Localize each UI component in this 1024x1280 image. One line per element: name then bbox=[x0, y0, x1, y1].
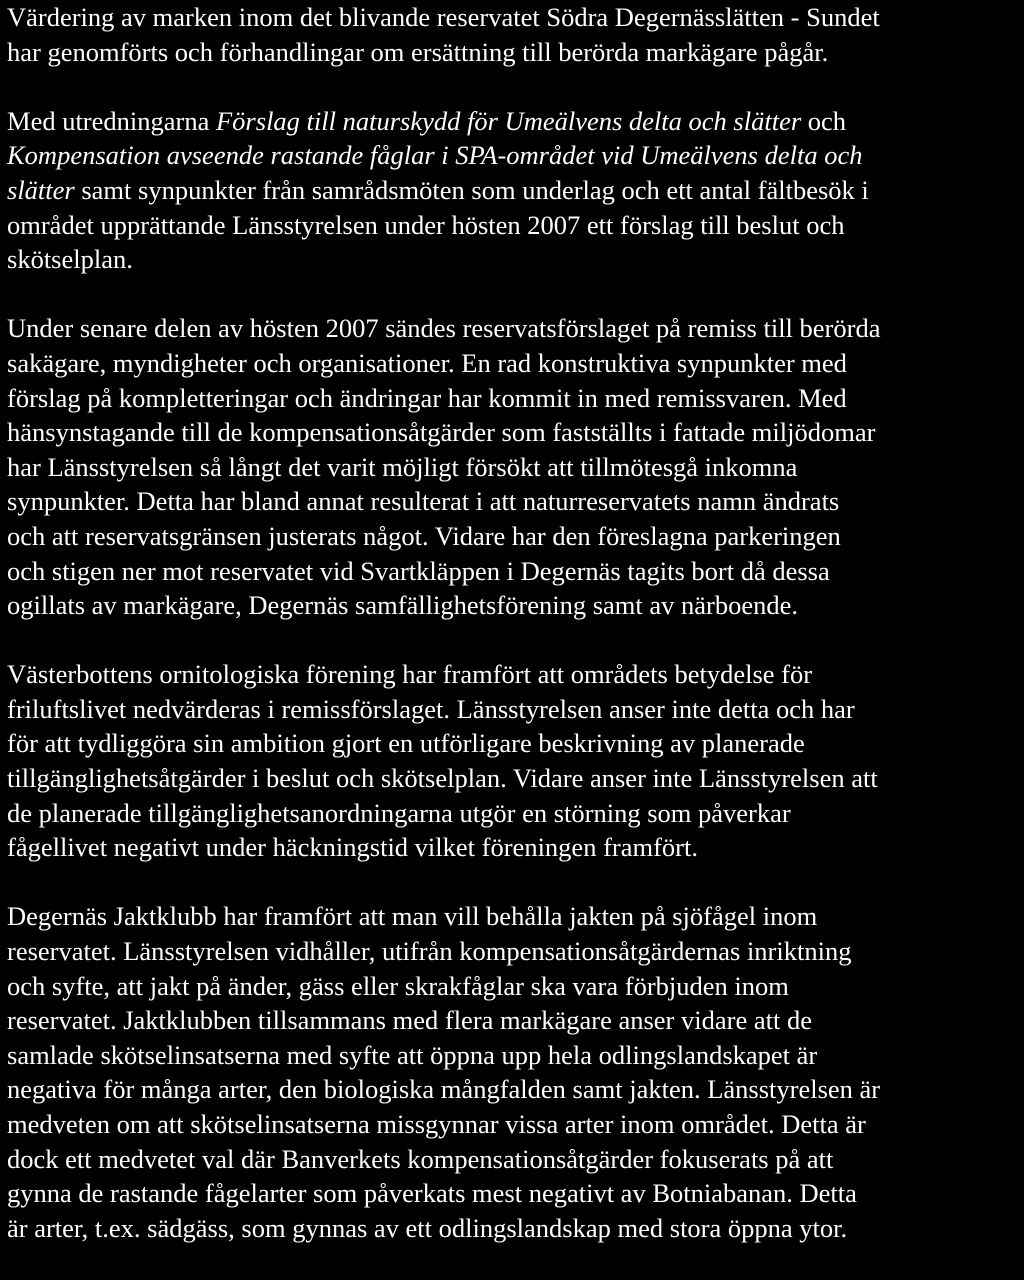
text-line: gynna de rastande fågelarter som påverkats mest negativt av Botniabanan. Detta bbox=[7, 1178, 857, 1209]
text-line: skötselplan. bbox=[7, 244, 133, 275]
report-title-italic: Förslag till naturskydd för Umeälvens delta och slätter bbox=[216, 105, 802, 136]
text-run: samt synpunkter från samrådsmöten som underlag och ett antal fältbesök i bbox=[74, 174, 869, 205]
text-line: området upprättande Länsstyrelsen under hösten 2007 ett förslag till beslut och bbox=[7, 209, 845, 240]
text-line: friluftslivet nedvärderas i remissförslaget. Länsstyrelsen anser inte detta och har bbox=[7, 693, 855, 724]
paragraph-ornithological-society bbox=[7, 657, 1024, 865]
text-line: dock ett medvetet val där Banverkets kompensationsåtgärder fokuserats på att bbox=[7, 1143, 834, 1174]
text-line: sakägare, myndigheter och organisationer. En rad konstruktiva synpunkter med bbox=[7, 347, 847, 378]
report-title-italic: slätter bbox=[7, 174, 75, 205]
text-line: och att reservatsgränsen justerats något. Vidare har den föreslagna parkeringen bbox=[7, 520, 841, 551]
text-line: synpunkter. Detta har bland annat resulterat i att naturreservatets namn ändrats bbox=[7, 486, 840, 517]
paragraph-valuation bbox=[7, 0, 1024, 69]
text-line: negativa för många arter, den biologiska mångfalden samt jakten. Länsstyrelsen är bbox=[7, 1074, 881, 1105]
text-line: tillgänglighetsåtgärder i beslut och skötselplan. Vidare anser inte Länsstyrelsen att bbox=[7, 763, 878, 794]
report-title-italic: Kompensation avseende rastande fåglar i SPA-området vid Umeälvens delta och bbox=[7, 140, 863, 171]
text-line: ogillats av markägare, Degernäs samfällighetsförening samt av närboende. bbox=[7, 590, 799, 621]
document-page bbox=[7, 0, 1024, 1280]
text-run: och bbox=[801, 105, 847, 136]
text-line: och syfte, att jakt på änder, gäss eller skrakfåglar ska vara förbjuden inom bbox=[7, 970, 789, 1001]
text-line: reservatet. Jaktklubben tillsammans med flera markägare anser vidare att de bbox=[7, 1005, 812, 1036]
text-line: fågellivet negativt under häckningstid vilket föreningen framfört. bbox=[7, 832, 698, 863]
text-line: är arter, t.ex. sädgäss, som gynnas av ett odlingslandskap med stora öppna ytor. bbox=[7, 1212, 848, 1243]
text-line: hänsynstagande till de kompensationsåtgärder som fastställts i fattade miljödomar bbox=[7, 417, 876, 448]
paragraph-consultation bbox=[7, 311, 1024, 622]
text-line: Degernäs Jaktklubb har framfört att man vill behålla jakten på sjöfågel inom bbox=[7, 901, 818, 932]
text-line: de planerade tillgänglighetsanordningarna utgör en störning som påverkar bbox=[7, 797, 791, 828]
text-line: samlade skötselinsatserna med syfte att öppna upp hela odlingslandskapet är bbox=[7, 1039, 818, 1070]
text-line: förslag på kompletteringar och ändringar har kommit in med remissvaren. Med bbox=[7, 382, 847, 413]
text-line: har Länsstyrelsen så långt det varit möjligt försökt att tillmötesgå inkomna bbox=[7, 451, 798, 482]
text-line: Under senare delen av hösten 2007 sändes reservatsförslaget på remiss till berörda bbox=[7, 313, 881, 344]
text-line: Västerbottens ornitologiska förening har framfört att områdets betydelse för bbox=[7, 659, 813, 690]
text-line: medveten om att skötselinsatserna missgynnar vissa arter inom området. Detta är bbox=[7, 1109, 866, 1139]
paragraph-hunting-club bbox=[7, 899, 1024, 1245]
text-line: och stigen ner mot reservatet vid Svartkläppen i Degernäs tagits bort då dessa bbox=[7, 555, 830, 586]
text-line: har genomförts och förhandlingar om ersättning till berörda markägare pågår. bbox=[7, 36, 829, 67]
paragraph-investigations bbox=[7, 104, 1024, 277]
text-line: för att tydliggöra sin ambition gjort en utförligare beskrivning av planerade bbox=[7, 728, 805, 759]
text-line: reservatet. Länsstyrelsen vidhåller, utifrån kompensationsåtgärdernas inriktning bbox=[7, 936, 852, 967]
text-line bbox=[7, 104, 1024, 139]
text-line bbox=[7, 173, 1024, 208]
text-run: Med utredningarna bbox=[7, 105, 216, 136]
text-line: Värdering av marken inom det blivande reservatet Södra Degernässlätten - Sundet bbox=[7, 2, 880, 32]
